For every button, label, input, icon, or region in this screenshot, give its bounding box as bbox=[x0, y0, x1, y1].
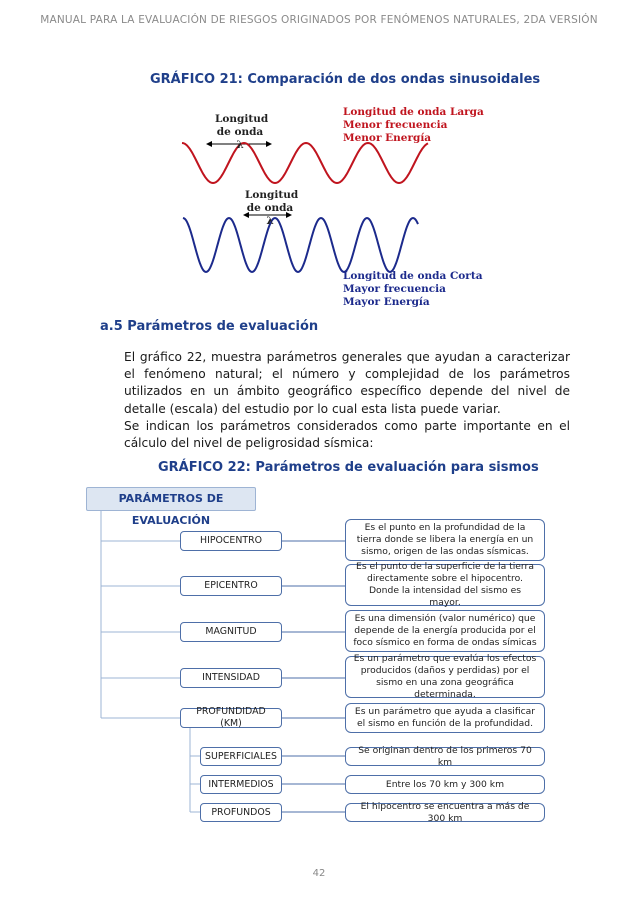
paragraph-1: El gráfico 22, muestra parámetros generales que ayudan a caracterizar el fenómeno natural; el número y complejidad de los parámetros utilizados en un ámbito geográfico específico depende del nivel de detalle (escala) del estudio por lo cual esta lista puede variar. bbox=[124, 350, 570, 416]
page-number: 42 bbox=[312, 868, 326, 879]
param-epicentro: EPICENTRO bbox=[180, 576, 282, 596]
short-wavelength-label-2: de onda λ bbox=[246, 202, 294, 227]
sub-superficiales: SUPERFICIALES bbox=[200, 747, 282, 766]
desc-intensidad: Es un parámetro que evalúa los efectos producidos (daños y perdidas) por el sismo en una zona geográfica determinada. bbox=[345, 656, 545, 698]
param-magnitud: MAGNITUD bbox=[180, 622, 282, 642]
long-wavelength-label-2: de onda λ bbox=[216, 126, 264, 151]
desc-intermedios: Entre los 70 km y 300 km bbox=[345, 775, 545, 794]
short-wave-desc-1: Longitud de onda Corta bbox=[343, 270, 483, 282]
param-intensidad: INTENSIDAD bbox=[180, 668, 282, 688]
desc-magnitud: Es una dimensión (valor numérico) que depende de la energía producida por el foco sísmico en forma de ondas símicas bbox=[345, 610, 545, 652]
long-wave-desc-2: Menor frecuencia bbox=[343, 119, 448, 131]
long-wave-desc-1: Longitud de onda Larga bbox=[343, 106, 484, 118]
desc-superficiales: Se originan dentro de los primeros 70 km bbox=[345, 747, 545, 766]
desc-profundidad: Es un parámetro que ayuda a clasificar el sismo en función de la profundidad. bbox=[345, 703, 545, 733]
sub-intermedios: INTERMEDIOS bbox=[200, 775, 282, 794]
param-profundidad: PROFUNDIDAD (KM) bbox=[180, 708, 282, 728]
desc-epicentro: Es el punto de la superficie de la tierra directamente sobre el hipocentro. Donde la intensidad del sismo es mayor. bbox=[345, 564, 545, 606]
section-heading: a.5 Parámetros de evaluación bbox=[100, 319, 319, 334]
figure-21-title: GRÁFICO 21: Comparación de dos ondas sinusoidales bbox=[150, 72, 541, 87]
long-wave-desc-3: Menor Energía bbox=[343, 132, 432, 144]
desc-profundos: El hipocentro se encuentra a más de 300 km bbox=[345, 803, 545, 822]
param-hipocentro: HIPOCENTRO bbox=[180, 531, 282, 551]
short-wave-desc-2: Mayor frecuencia bbox=[343, 283, 446, 295]
figure-22-title: GRÁFICO 22: Parámetros de evaluación para sismos bbox=[158, 460, 539, 475]
short-wavelength-label-1: Longitud bbox=[245, 189, 299, 201]
parameters-root: PARÁMETROS DE EVALUACIÓN bbox=[86, 487, 256, 511]
paragraph-2: Se indican los parámetros considerados como parte importante en el cálculo del nivel de peligrosidad sísmica: bbox=[124, 418, 570, 451]
running-header: MANUAL PARA LA EVALUACIÓN DE RIESGOS ORIGINADOS POR FENÓMENOS NATURALES, 2DA VERSIÓN bbox=[40, 14, 598, 26]
long-wavelength-label-1: Longitud bbox=[215, 113, 269, 125]
desc-hipocentro: Es el punto en la profundidad de la tierra donde se libera la energía en un sismo, origen de las ondas sísmicas. bbox=[345, 519, 545, 561]
short-wave-desc-3: Mayor Energía bbox=[343, 296, 430, 308]
sub-profundos: PROFUNDOS bbox=[200, 803, 282, 822]
